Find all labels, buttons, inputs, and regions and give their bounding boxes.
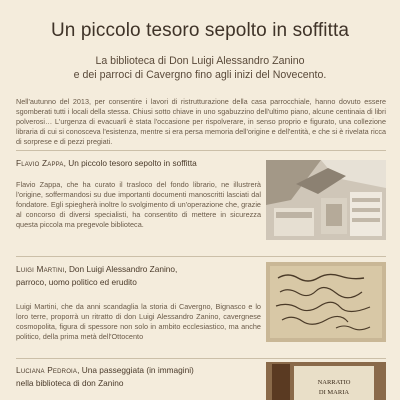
section-3-title-line2: nella biblioteca di don Zanino [16, 377, 124, 388]
section-2-title-line2: parroco, uomo politico ed erudito [16, 276, 137, 287]
section-1-title [16, 157, 256, 170]
book-text-line-2: DI MARIA [318, 389, 350, 396]
attic-books-photo-drawing [266, 160, 386, 240]
section-3-author: Luciana Pedroia [16, 365, 78, 375]
manuscript-photo-drawing [266, 262, 386, 342]
old-book-photo-drawing [266, 362, 386, 400]
section-3-title [16, 364, 256, 389]
old-book-photo [266, 362, 386, 400]
section-2-text: Luigi Martini, che da anni scandaglia la storia di Cavergno, Bignasco e lo loro terre, proporrà un ritratto di don Luigi Alessandro Zanino, cavergnese cosmopolita, figura di spessore non solo in ambito ecclesiastico, ma anche politico, della prima metà dell'Ottocento [16, 302, 261, 342]
page-title: Un piccolo tesoro sepolto in soffitta [50, 20, 349, 41]
attic-books-photo [266, 160, 386, 240]
subtitle-line-2: e dei parroci di Cavergno fino agli inizi del Novecento. [73, 69, 327, 81]
section-divider [16, 150, 386, 151]
page-subtitle [40, 54, 360, 82]
intro-paragraph: Nell'autunno del 2013, per consentire i lavori di ristrutturazione della casa parrocchiale, hanno dovuto essere sgomberati tutti i locali della stessa. Chiusi sotto chiave in uno sgabuzzino dell'ultimo piano, alcune centinaia di libri polverosi… L'urgenza di evacuarli è stata l'occasione per rispolverare, in senso proprio e figurato, una collezione libraria di cui si conosceva l'esistenza, mentre si era persa memoria dell'origine e dell'entità, e che si è rivelata ricca di sorprese e di pezzi pregiati. [16, 97, 386, 147]
section-2-title [16, 263, 256, 288]
section-divider [16, 256, 386, 257]
book-text-line-1: NARRATIO [317, 379, 351, 386]
subtitle-line-1: La biblioteca di Don Luigi Alessandro Zanino [95, 55, 305, 67]
section-divider [16, 358, 386, 359]
section-1-title-text: , Un piccolo tesoro sepolto in soffitta [63, 158, 197, 168]
section-1-text: Flavio Zappa, che ha curato il trasloco del fondo librario, ne illustrerà l'origine, soffermandosi su due importanti documenti manoscritti lasciati dal fondatore. Egli spiegherà inoltre lo svolgimento di un'operazione che, grazie al concorso di diversi specialisti, ha consentito di mettere in sicurezza questa piccola ma pregevole biblioteca. [16, 180, 261, 230]
section-2-title-text: , Don Luigi Alessandro Zanino, [64, 264, 178, 274]
manuscript-photo [266, 262, 386, 342]
section-2-author: Luigi Martini [16, 264, 65, 274]
section-3-title-text: , Una passeggiata (in immagini) [77, 365, 194, 375]
section-1-author: Flavio Zappa [16, 158, 64, 168]
